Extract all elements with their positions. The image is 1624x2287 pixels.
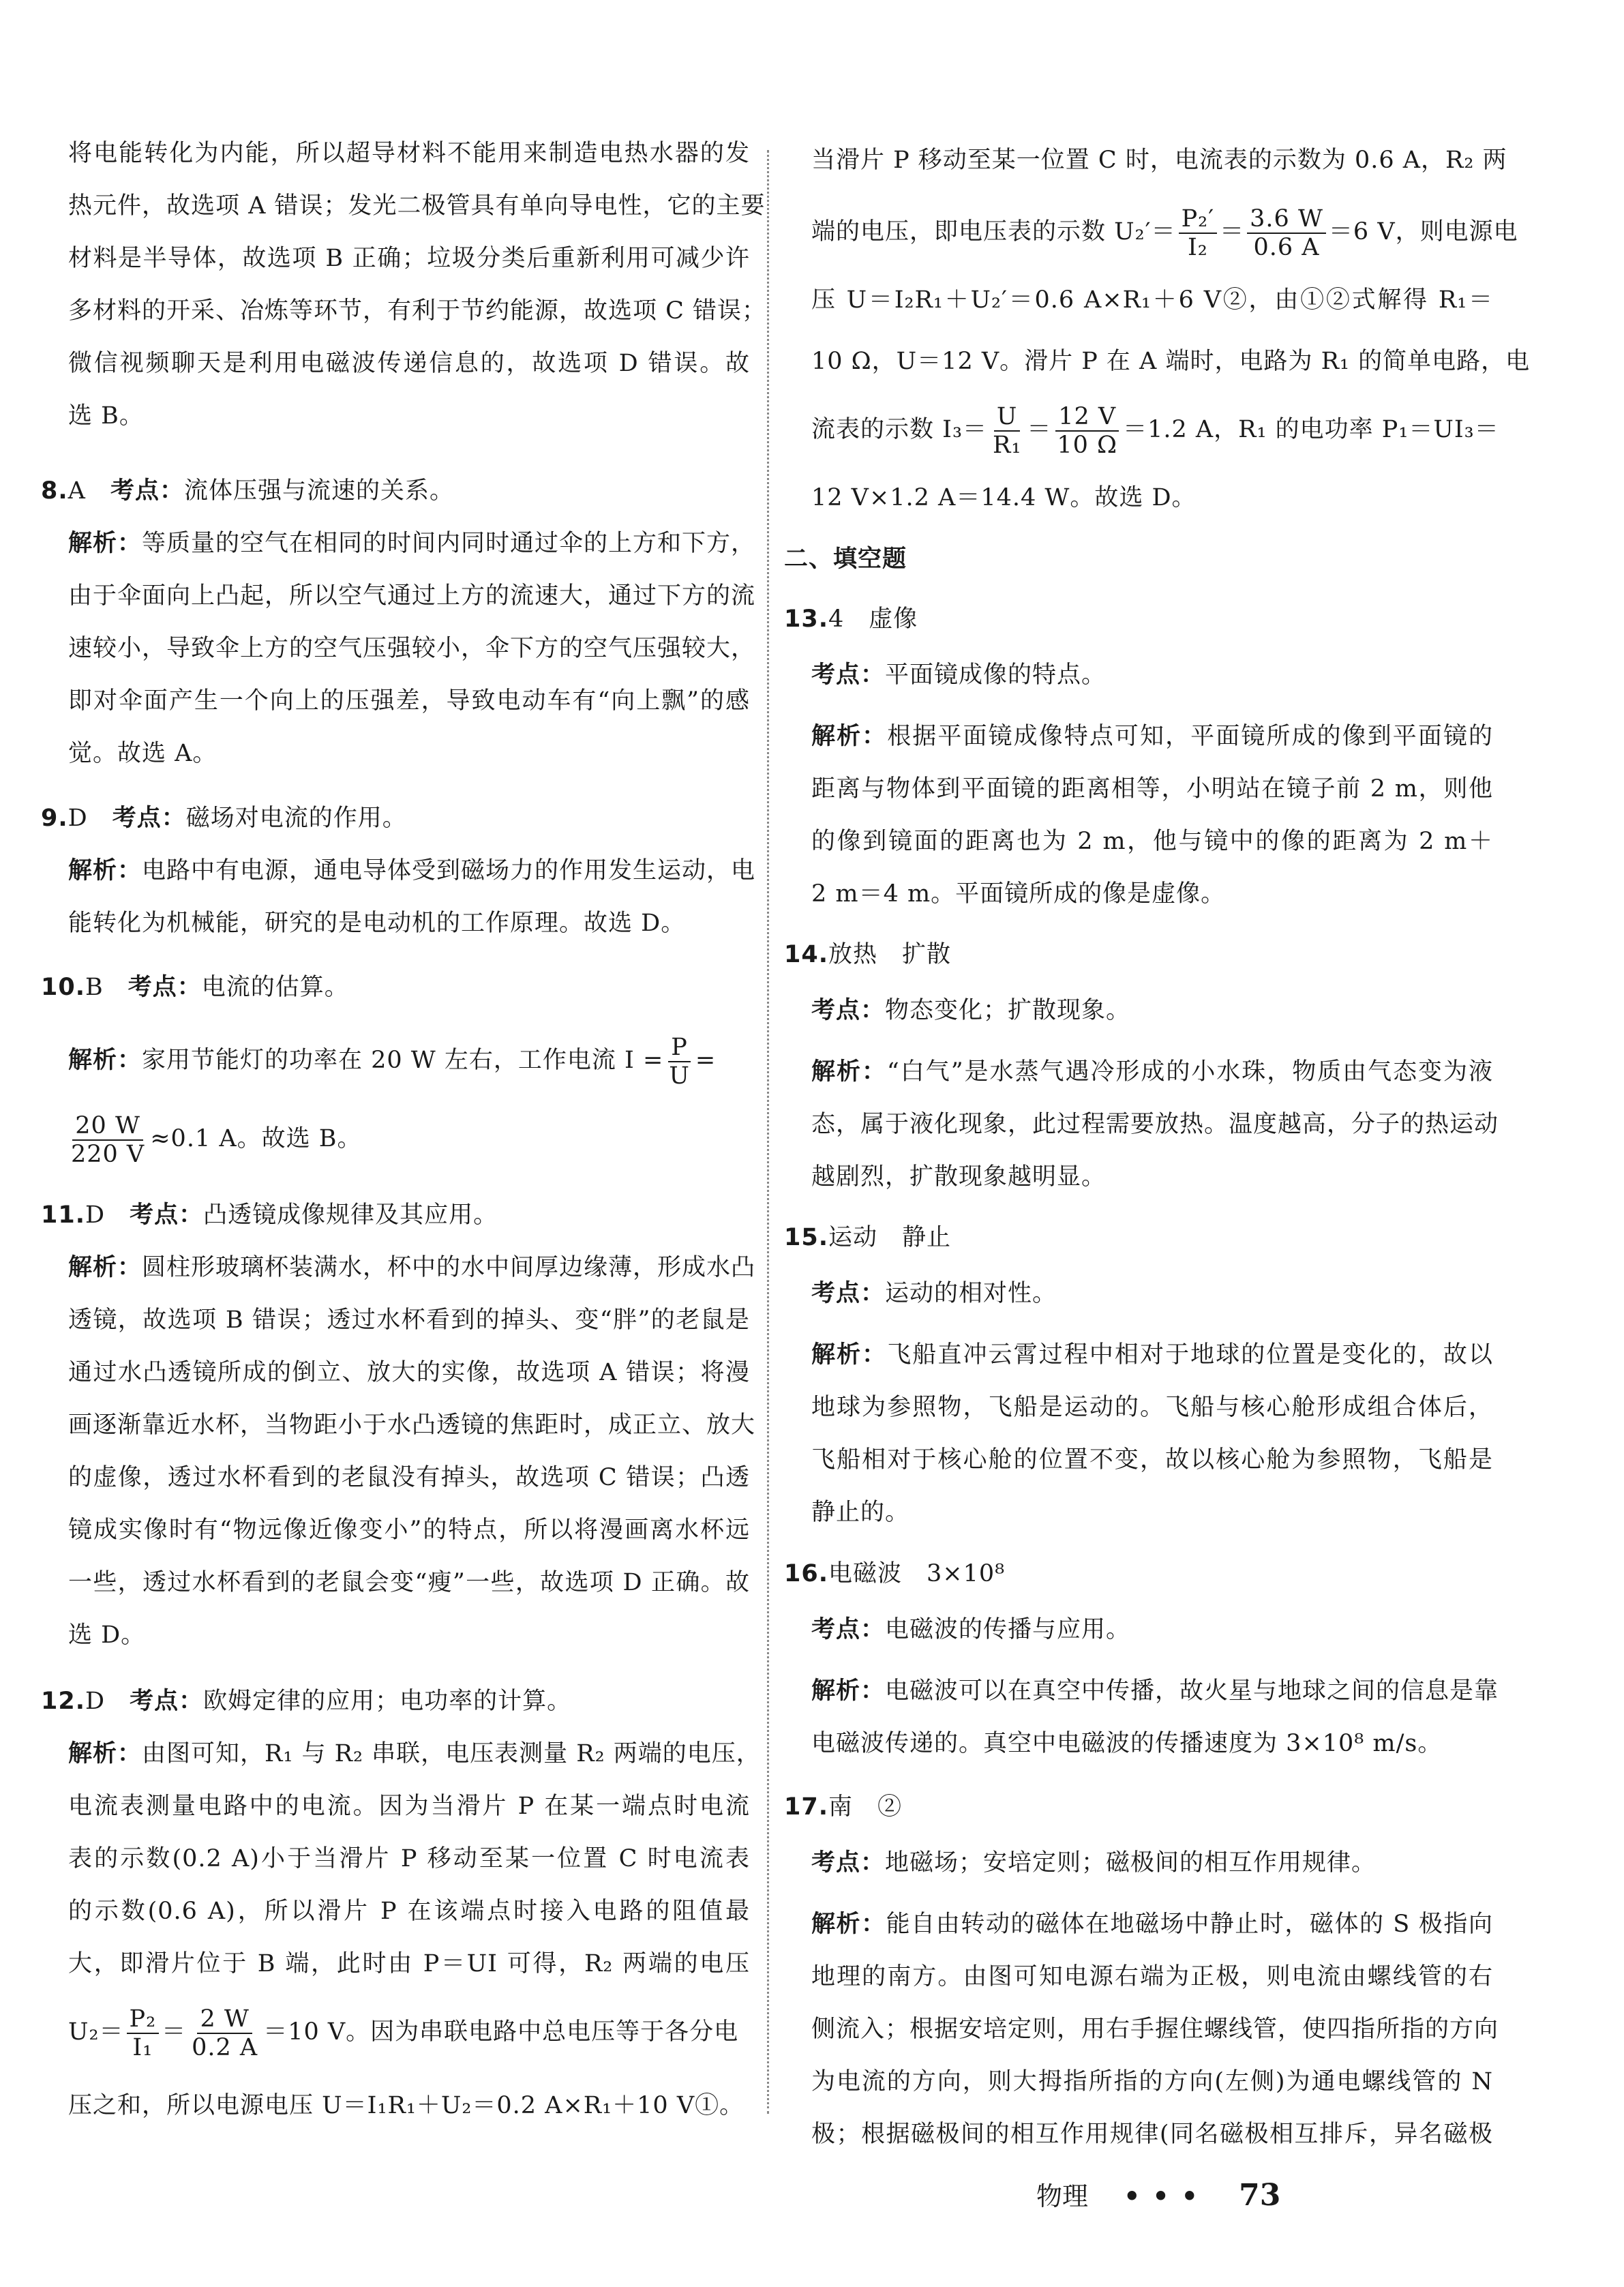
question-9-header: 9.D 考点：磁场对电流的作用。: [41, 805, 407, 832]
text-line: 通过水凸透镜所成的倒立、放大的实像，故选项 A 错误；将漫: [68, 1359, 750, 1386]
text-line: 选 D。: [68, 1621, 146, 1649]
analysis-line: 解析：等质量的空气在相同的时间内同时通过伞的上方和下方，: [68, 530, 756, 557]
answer: A: [67, 477, 86, 505]
text-line: 选 B。: [68, 402, 144, 430]
question-15-header: 15.运动 静止: [784, 1224, 952, 1251]
question-17-header: 17.南 ②: [784, 1793, 903, 1821]
text-line: 的虚像，透过水杯看到的老鼠没有掉头，故选项 C 错误；凸透: [68, 1464, 750, 1491]
fraction: $\frac{\text{P₂′}}{\text{I₂}}$: [1179, 205, 1218, 261]
text-line: 12 V×1.2 A＝14.4 W。故选 D。: [811, 484, 1197, 511]
text-line: 压之和，所以电源电压 U＝I₁R₁＋U₂＝0.2 A×R₁＋10 V①。: [68, 2092, 745, 2119]
text-line: 侧流入；根据安培定则，用右手握住螺线管，使四指所指的方向: [811, 2016, 1499, 2043]
analysis-line: 解析：电磁波可以在真空中传播，故火星与地球之间的信息是靠: [811, 1677, 1499, 1705]
kaodian-line: 考点：平面镜成像的特点。: [811, 661, 1107, 689]
text-line: 极；根据磁极间的相互作用规律(同名磁极相互排斥，异名磁极: [811, 2121, 1493, 2148]
subject-label: 物理: [1036, 2181, 1089, 2211]
question-10-header: 10.B 考点：电流的估算。: [41, 974, 349, 1001]
text-line: $\frac{20 W}{220 V}$ ≈0.1 A。故选 B。: [68, 1105, 750, 1173]
analysis-line: 解析：能自由转动的磁体在地磁场中静止时，磁体的 S 极指向: [811, 1911, 1493, 1938]
text-line: 微信视频聊天是利用电磁波传递信息的，故选项 D 错误。故: [68, 350, 750, 377]
text-line: 一些，透过水杯看到的老鼠会变“瘦”一些，故选项 D 正确。故: [68, 1569, 750, 1596]
analysis-line: 解析：家用节能灯的功率在 20 W 左右，工作电流 I = $\frac{P}{U}$ =: [68, 1033, 717, 1090]
question-8-header: [41, 464, 750, 518]
analysis-line: 解析：由图可知，R₁ 与 R₂ 串联，电压表测量 R₂ 两端的电压，: [68, 1740, 761, 1767]
analysis-line: 解析：“白气”是水蒸气遇冷形成的小水珠，物质由气态变为液: [811, 1058, 1493, 1086]
text-line: 10 Ω，U＝12 V。滑片 P 在 A 端时，电路为 R₁ 的简单电路，电: [811, 348, 1531, 375]
text-line: 镜成实像时有“物远像近像变小”的特点，所以将漫画离水杯远: [68, 1516, 750, 1544]
text-line: 为电流的方向，则大拇指所指的方向(左侧)为通电螺线管的 N: [811, 2068, 1493, 2095]
text-line: 电流表测量电路中的电流。因为当滑片 P 在某一端点时电流: [68, 1793, 750, 1820]
text-line: 当滑片 P 移动至某一位置 C 时，电流表的示数为 0.6 A，R₂ 两: [811, 147, 1507, 174]
text-line: 态，属于液化现象，此过程需要放热。温度越高，分子的热运动: [811, 1111, 1499, 1138]
question-number: 8.: [41, 477, 68, 505]
fraction: $\frac{\text{P₂}}{\text{I₁}}$: [127, 2005, 160, 2061]
text-line: 飞船相对于核心舱的位置不变，故以核心舱为参照物，飞船是: [811, 1446, 1493, 1474]
analysis-line: 解析：电路中有电源，通电导体受到磁场力的作用发生运动，电: [68, 857, 756, 884]
analysis-line: 解析：飞船直冲云霄过程中相对于地球的位置是变化的，故以: [811, 1341, 1493, 1369]
question-13-header: 13.4 虚像: [784, 606, 918, 633]
text-line: 端的电压，即电压表的示数 U₂′＝ $\frac{\text{P₂′}}{\text{I₂}}$ ＝ $\frac{3.6 W}{0.6 A}$ ＝6 V，则电源电: [811, 205, 1518, 261]
text-line: 电磁波传递的。真空中电磁波的传播速度为 3×10⁸ m/s。: [811, 1730, 1443, 1757]
column-divider: [767, 150, 769, 2114]
text-line: 将电能转化为内能，所以超导材料不能用来制造电热水器的发: [68, 140, 750, 167]
text-line: U₂＝ $\frac{\text{P₂}}{\text{I₁}}$ ＝ $\frac{2 W}{0.2 A}$ ＝10 V。因为串联电路中总电压等于各分电: [68, 2005, 739, 2061]
text-line: 2 m＝4 m。平面镜所成的像是虚像。: [811, 880, 1226, 908]
fraction: $\frac{2 W}{0.2 A}$: [192, 2005, 258, 2061]
footer-dots: •••: [1124, 2181, 1210, 2211]
question-14-header: 14.放热 扩散: [784, 941, 952, 968]
text-line: 能转化为机械能，研究的是电动机的工作原理。故选 D。: [68, 910, 686, 937]
page-footer: [1036, 2168, 1280, 2223]
fraction: $\frac{3.6 W}{0.6 A}$: [1247, 205, 1326, 261]
text-line: 觉。故选 A。: [68, 740, 217, 767]
kaodian-line: 考点：运动的相对性。: [811, 1280, 1057, 1307]
text-line: 速较小，导致伞上方的空气压强较小，伞下方的空气压强较大，: [68, 635, 756, 662]
text-line: 流表的示数 I₃＝ $\frac{U}{\text{R₁}}$ ＝ $\frac{12 V}{10 \Omega}$ ＝1.2 A，R₁ 的电功率 P₁＝UI₃＝: [811, 402, 1499, 459]
kaodian-text: 流体压强与流速的关系。: [183, 477, 454, 505]
kaodian-line: 考点：电磁波的传播与应用。: [811, 1616, 1131, 1643]
question-12-header: 12.D 考点：欧姆定律的应用；电功率的计算。: [41, 1688, 572, 1715]
question-16-header: 16.电磁波 3×10⁸: [784, 1560, 1006, 1587]
text-line: 材料是半导体，故选项 B 正确；垃圾分类后重新利用可减少许: [68, 245, 750, 272]
text-line: 的示数(0.6 A)，所以滑片 P 在该端点时接入电路的阻值最: [68, 1898, 750, 1925]
text-line: 由于伞面向上凸起，所以空气通过上方的流速大，通过下方的流: [68, 582, 756, 610]
text-line: 静止的。: [811, 1499, 910, 1526]
text-line: 的像到镜面的距离也为 2 m，他与镜中的像的距离为 2 m＋: [811, 828, 1493, 855]
text-line: 即对伞面产生一个向上的压强差，导致电动车有“向上飘”的感: [68, 687, 750, 715]
analysis-line: 解析：圆柱形玻璃杯装满水，杯中的水中间厚边缘薄，形成水凸: [68, 1254, 756, 1281]
fraction: $\frac{12 V}{10 \Omega}$: [1054, 403, 1120, 459]
text-line: 画逐渐靠近水杯，当物距小于水凸透镜的焦距时，成正立、放大: [68, 1411, 756, 1439]
text-line: 表的示数(0.2 A)小于当滑片 P 移动至某一位置 C 时电流表: [68, 1845, 750, 1872]
text-line: 地理的南方。由图可知电源右端为正极，则电流由螺线管的右: [811, 1963, 1493, 1990]
section-heading: 二、填空题: [784, 545, 907, 573]
kaodian-line: 考点：物态变化；扩散现象。: [811, 997, 1131, 1024]
fraction: $\frac{20 W}{220 V}$: [71, 1111, 145, 1168]
question-11-header: 11.D 考点：凸透镜成像规律及其应用。: [41, 1201, 498, 1229]
fraction: $\frac{P}{U}$: [669, 1033, 690, 1090]
text-line: 压 U＝I₂R₁＋U₂′＝0.6 A×R₁＋6 V②，由①②式解得 R₁＝: [811, 286, 1493, 314]
kaodian-label: 考点：: [110, 477, 184, 505]
text-line: 透镜，故选项 B 错误；透过水杯看到的掉头、变“胖”的老鼠是: [68, 1306, 750, 1334]
page-number: 73: [1239, 2178, 1281, 2213]
text-line: 多材料的开采、冶炼等环节，有利于节约能源，故选项 C 错误；: [68, 297, 767, 325]
text-line: 地球为参照物，飞船是运动的。飞船与核心舱形成组合体后，: [811, 1394, 1493, 1421]
jiexi-label: 解析：: [68, 530, 142, 557]
fraction: $\frac{U}{\text{R₁}}$: [992, 402, 1022, 459]
text-line: 距离与物体到平面镜的距离相等，小明站在镜子前 2 m，则他: [811, 775, 1493, 803]
text-line: 热元件，故选项 A 错误；发光二极管具有单向导电性，它的主要: [68, 192, 766, 220]
analysis-line: 解析：根据平面镜成像特点可知，平面镜所成的像到平面镜的: [811, 723, 1493, 750]
kaodian-line: 考点：地磁场；安培定则；磁极间的相互作用规律。: [811, 1849, 1377, 1877]
text-line: 大，即滑片位于 B 端，此时由 P＝UI 可得，R₂ 两端的电压: [68, 1950, 750, 1977]
text-line: 越剧烈，扩散现象越明显。: [811, 1163, 1107, 1191]
